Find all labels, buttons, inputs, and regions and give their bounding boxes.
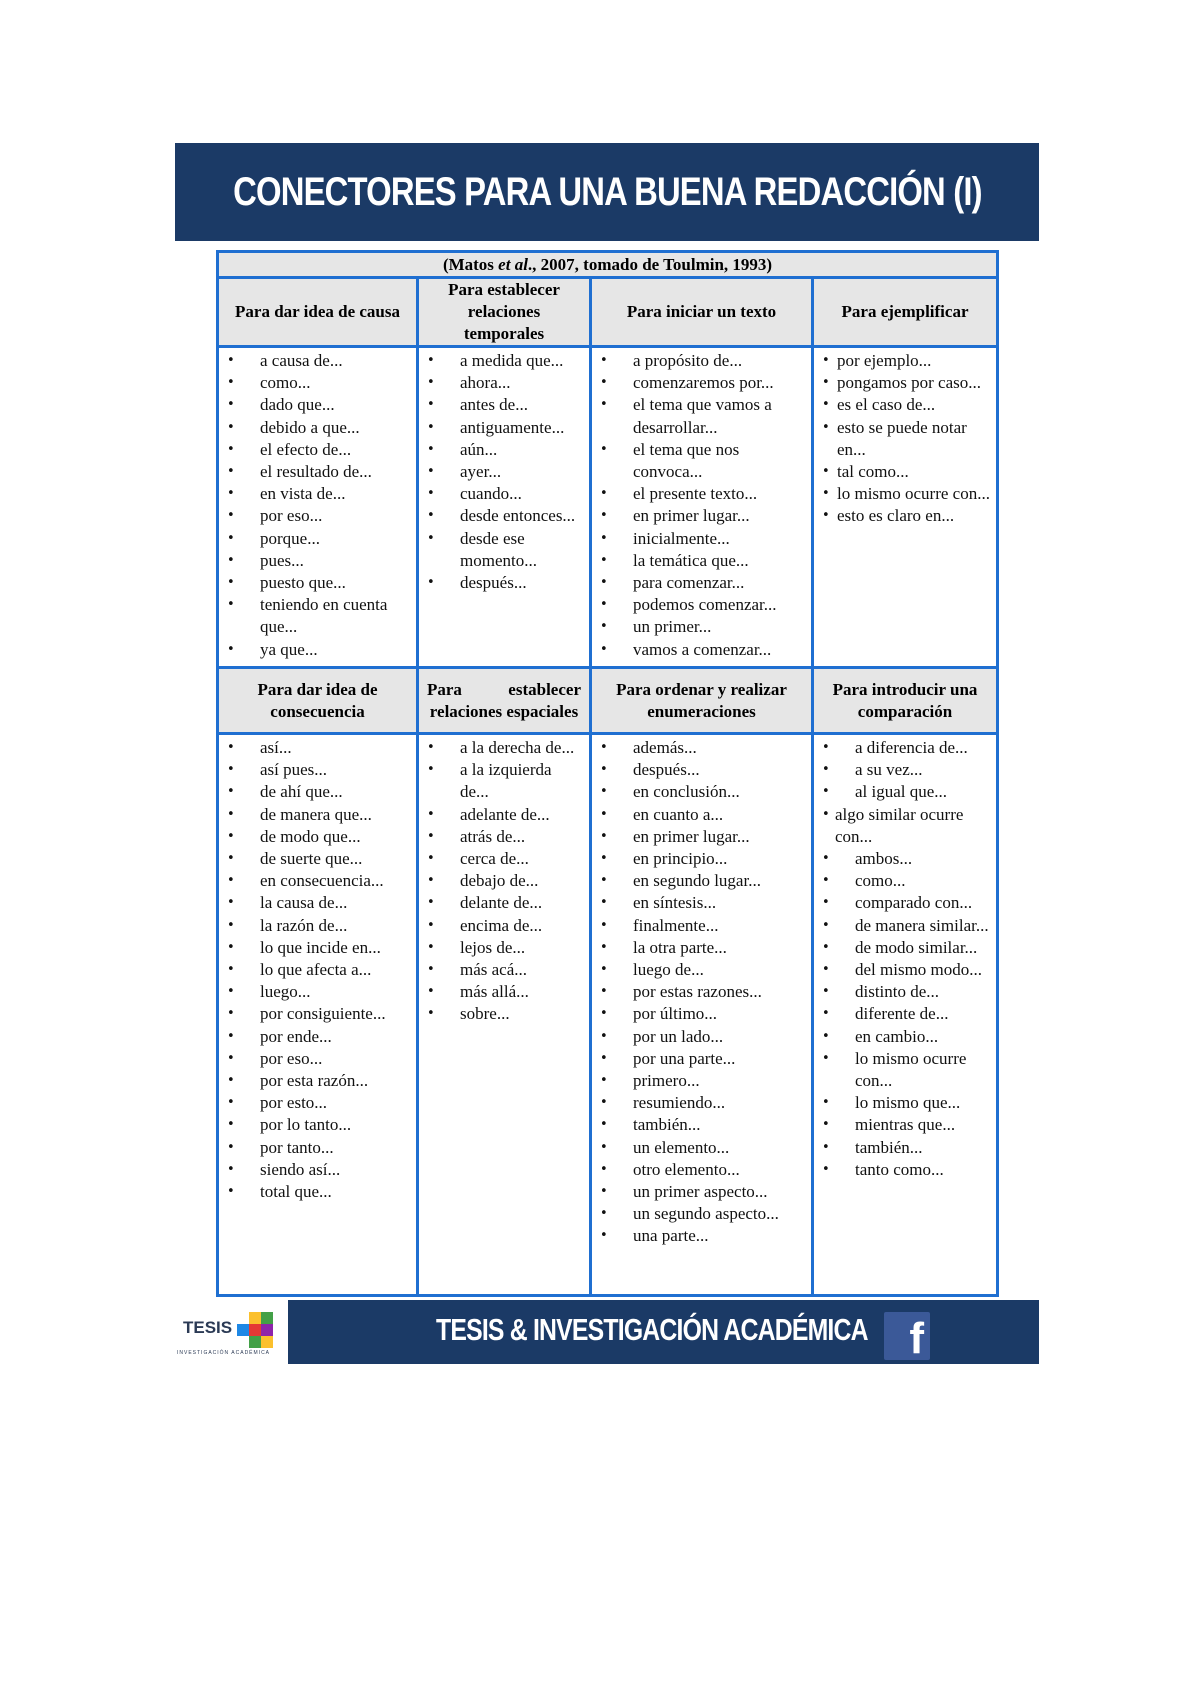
list-item: • vamos a comenzar... (600, 639, 805, 661)
list-item: • podemos comenzar... (600, 594, 805, 616)
list-item: • pongamos por caso... (822, 372, 990, 394)
list-item: • después... (427, 572, 583, 594)
list-item: • también... (822, 1137, 990, 1159)
list-item: • en conclusión... (600, 781, 805, 803)
footer-title: TESIS & INVESTIGACIÓN ACADÉMICA (436, 1312, 868, 1347)
list-item: • antiguamente... (427, 417, 583, 439)
header-enumeraciones (591, 668, 813, 734)
list-item: • el tema que nos convoca... (600, 439, 805, 483)
list-item: • ambos... (822, 848, 990, 870)
header-iniciar (591, 278, 813, 347)
facebook-glyph: f (909, 1314, 924, 1363)
header-enumeraciones-label: Para ordenar y realizar enumeraciones (616, 679, 787, 721)
header-comparacion-label: Para introducir una comparación (832, 679, 978, 721)
list-espaciales (419, 735, 589, 1026)
list-item: • dado que... (227, 394, 410, 416)
cell-ejemplificar (813, 347, 998, 668)
header-consecuencia-label: Para dar idea de consecuencia (257, 679, 378, 721)
list-item: • un segundo aspecto... (600, 1203, 805, 1225)
list-item: • la razón de... (227, 915, 410, 937)
list-item: • pues... (227, 550, 410, 572)
list-item: • encima de... (427, 915, 583, 937)
list-item: • por esto... (227, 1092, 410, 1114)
list-item: • el resultado de... (227, 461, 410, 483)
list-item: • el presente texto... (600, 483, 805, 505)
list-item: • el efecto de... (227, 439, 410, 461)
list-item: • de suerte que... (227, 848, 410, 870)
list-item: • la causa de... (227, 892, 410, 914)
header-causa-label: Para dar idea de causa (235, 302, 400, 321)
list-enumeraciones (592, 735, 811, 1248)
list-item: • del mismo modo... (822, 959, 990, 981)
list-item: • a su vez... (822, 759, 990, 781)
cell-causa (218, 347, 418, 668)
cell-temporales (418, 347, 591, 668)
list-item: • de modo que... (227, 826, 410, 848)
citation (218, 252, 998, 278)
list-item: • ya que... (227, 639, 410, 661)
list-causa (219, 348, 416, 661)
list-item: • diferente de... (822, 1003, 990, 1025)
header-espaciales-line1: Para establecer (427, 679, 581, 699)
logo-text: TESIS (183, 1318, 233, 1337)
list-item: • en síntesis... (600, 892, 805, 914)
list-item: • de modo similar... (822, 937, 990, 959)
list-item: • a propósito de... (600, 350, 805, 372)
header-iniciar-label: Para iniciar un texto (626, 302, 777, 321)
list-item: • resumiendo... (600, 1092, 805, 1114)
list-item: • en vista de... (227, 483, 410, 505)
list-item: • por una parte... (600, 1048, 805, 1070)
list-item: • luego de... (600, 959, 805, 981)
list-item: • a la derecha de... (427, 737, 583, 759)
facebook-icon[interactable] (884, 1312, 930, 1363)
puzzle-logo-icon (237, 1310, 281, 1350)
list-item: • por último... (600, 1003, 805, 1025)
header-ejemplificar (813, 278, 998, 347)
list-item: • por estas razones... (600, 981, 805, 1003)
list-item: • sobre... (427, 1003, 583, 1025)
list-item: • cerca de... (427, 848, 583, 870)
connectors-table (216, 250, 999, 1297)
list-item: • en cambio... (822, 1026, 990, 1048)
list-item: • luego... (227, 981, 410, 1003)
list-item: • la temática que... (600, 550, 805, 572)
tesis-logo (175, 1300, 287, 1364)
cell-iniciar (591, 347, 813, 668)
list-item: • atrás de... (427, 826, 583, 848)
list-item: • de manera similar... (822, 915, 990, 937)
list-item: • además... (600, 737, 805, 759)
list-item: • de ahí que... (227, 781, 410, 803)
list-item: • desde ese momento... (427, 528, 583, 572)
list-item: • el tema que vamos a desarrollar... (600, 394, 805, 438)
list-item: • lo mismo ocurre con... (822, 483, 990, 505)
list-item: • por esta razón... (227, 1070, 410, 1092)
list-item: • en consecuencia... (227, 870, 410, 892)
cell-comparacion (813, 734, 998, 1296)
logo-subtitle: INVESTIGACIÓN ACADÉMICA (177, 1350, 271, 1356)
list-comparacion (814, 735, 996, 1181)
list-item: • más allá... (427, 981, 583, 1003)
list-item: • adelante de... (427, 804, 583, 826)
title-banner (175, 143, 1039, 241)
list-item: • finalmente... (600, 915, 805, 937)
list-item: • en primer lugar... (600, 505, 805, 527)
list-item: • algo similar ocurre con... (822, 804, 990, 848)
list-item: • la otra parte... (600, 937, 805, 959)
list-item: • antes de... (427, 394, 583, 416)
list-item: • un elemento... (600, 1137, 805, 1159)
list-item: • lo mismo que... (822, 1092, 990, 1114)
header-ejemplificar-label: Para ejemplificar (841, 302, 969, 321)
list-consecuencia (219, 735, 416, 1203)
list-item: • delante de... (427, 892, 583, 914)
list-temporales (419, 348, 589, 594)
list-item: • una parte... (600, 1225, 805, 1247)
list-item: • otro elemento... (600, 1159, 805, 1181)
list-item: • comenzaremos por... (600, 372, 805, 394)
list-item: • esto se puede notar en... (822, 417, 990, 461)
list-item: • por eso... (227, 1048, 410, 1070)
list-item: • porque... (227, 528, 410, 550)
list-item: • así pues... (227, 759, 410, 781)
list-item: • como... (227, 372, 410, 394)
list-item: • debajo de... (427, 870, 583, 892)
list-ejemplificar (814, 348, 996, 528)
list-item: • inicialmente... (600, 528, 805, 550)
list-item: • en principio... (600, 848, 805, 870)
list-item: • a causa de... (227, 350, 410, 372)
list-item: • ayer... (427, 461, 583, 483)
list-iniciar (592, 348, 811, 661)
citation-italic: et al (498, 255, 528, 274)
list-item: • en segundo lugar... (600, 870, 805, 892)
list-item: • un primer aspecto... (600, 1181, 805, 1203)
header-comparacion (813, 668, 998, 734)
cell-espaciales (418, 734, 591, 1296)
list-item: • distinto de... (822, 981, 990, 1003)
list-item: • desde entonces... (427, 505, 583, 527)
page-title: CONECTORES PARA UNA BUENA REDACCIÓN (I) (232, 169, 982, 214)
list-item: • por un lado... (600, 1026, 805, 1048)
list-item: • después... (600, 759, 805, 781)
citation-prefix: (Matos (442, 255, 499, 274)
footer-banner (288, 1300, 1039, 1364)
list-item: • siendo así... (227, 1159, 410, 1181)
list-item: • debido a que... (227, 417, 410, 439)
cell-enumeraciones (591, 734, 813, 1296)
list-item: • es el caso de... (822, 394, 990, 416)
list-item: • puesto que... (227, 572, 410, 594)
list-item: • más acá... (427, 959, 583, 981)
list-item: • primero... (600, 1070, 805, 1092)
header-espaciales (418, 668, 591, 734)
list-item: • en primer lugar... (600, 826, 805, 848)
list-item: • esto es claro en... (822, 505, 990, 527)
header-temporales-label: Para establecer relaciones temporales (448, 280, 560, 343)
header-consecuencia (218, 668, 418, 734)
list-item: • por ejemplo... (822, 350, 990, 372)
list-item: • por eso... (227, 505, 410, 527)
citation-suffix: ., 2007, tomado de Toulmin, 1993) (527, 255, 773, 274)
list-item: • un primer... (600, 616, 805, 638)
list-item: • por lo tanto... (227, 1114, 410, 1136)
list-item: • como... (822, 870, 990, 892)
list-item: • mientras que... (822, 1114, 990, 1136)
list-item: • a diferencia de... (822, 737, 990, 759)
cell-consecuencia (218, 734, 418, 1296)
list-item: • tal como... (822, 461, 990, 483)
list-item: • aún... (427, 439, 583, 461)
list-item: • lo que afecta a... (227, 959, 410, 981)
header-temporales (418, 278, 591, 347)
list-item: • por consiguiente... (227, 1003, 410, 1025)
header-causa (218, 278, 418, 347)
list-item: • teniendo en cuenta que... (227, 594, 410, 638)
list-item: • lo que incide en... (227, 937, 410, 959)
list-item: • lo mismo ocurre con... (822, 1048, 990, 1092)
list-item: • cuando... (427, 483, 583, 505)
list-item: • también... (600, 1114, 805, 1136)
list-item: • por ende... (227, 1026, 410, 1048)
list-item: • lejos de... (427, 937, 583, 959)
list-item: • al igual que... (822, 781, 990, 803)
header-espaciales-line2: relaciones espaciales (429, 701, 579, 721)
list-item: • así... (227, 737, 410, 759)
list-item: • comparado con... (822, 892, 990, 914)
list-item: • de manera que... (227, 804, 410, 826)
list-item: • ahora... (427, 372, 583, 394)
list-item: • a medida que... (427, 350, 583, 372)
list-item: • en cuanto a... (600, 804, 805, 826)
list-item: • a la izquierda de... (427, 759, 583, 803)
list-item: • para comenzar... (600, 572, 805, 594)
list-item: • tanto como... (822, 1159, 990, 1181)
list-item: • por tanto... (227, 1137, 410, 1159)
list-item: • total que... (227, 1181, 410, 1203)
